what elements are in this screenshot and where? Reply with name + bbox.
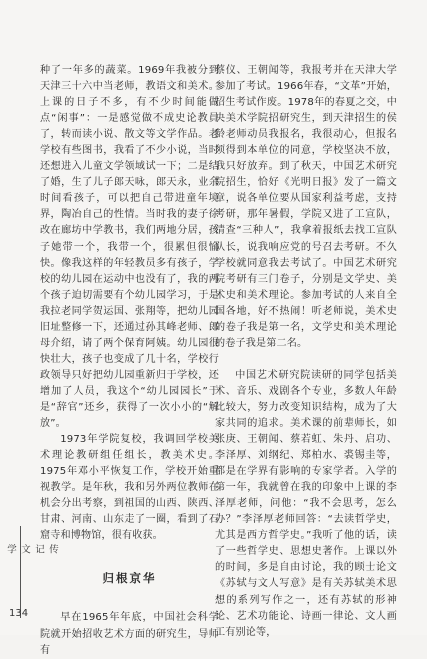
left-column (40, 63, 219, 659)
left-paragraph-2: 1973年学院复校，我调回学校美术理论教研组任组长，教美术史。1975年邓小平恢复工作，学校开始重视教学。是年秋，我和另外两位教师在机会分出考察，到祖国的山西、陕西、甘肃、河南、山东走了一圈，看到了石窟寺和博物馆，很有收获。 (40, 434, 219, 542)
side-tab-rule (20, 526, 21, 618)
left-paragraph-3: 早在1965年年底，中国社会科学院就开始招收艺术方面的研究生，导师有 (40, 612, 219, 656)
right-paragraph-1: 蔡仪、王朝闻等，我报考并在天津大学参加了考试。1966年春，“文革”开始，招生考试作废。1978年的春夏之交，中央美术学院招研究生，到天津招生的侯龄老师动员我报名，我很动心，但报名须得到本单位的同意，学校坚决不放，我只好放弃。到了秋天，中国艺术研究院招生，恰好《光明日报》发了一篇文章，说各单位要从国家利益考虑，支持考研，那年暑假，学院又进了工宣队，清查“三种人”，我拿着报纸去找工宣队队长，说我响应党的号召去考研。不久学校就同意我去考试了。中国艺术研究院考研有三门卷子，分别是文学史、美术史和美术理论。参加考试的人来自全国各地，好不热闹！听老师说，美术史的卷子我是第一名，文学史和美术理论的卷子我是第二名。 (215, 65, 397, 349)
page-number: 134 (9, 608, 29, 619)
right-column (215, 63, 397, 641)
section-heading: 归根京华 (102, 571, 157, 586)
side-tab-label: 传记文学 (5, 544, 58, 555)
right-paragraph-2: 中国艺术研究院读研的同学包括美术、音乐、戏剧各个专业，多数人年龄比较大，努力改变知识结构，成为了大家共同的追求。美术课的前辈师长，如张庚、王朝闻、蔡若虹、朱丹、启功、李泽厚、刘纲纪、郑柏水、裘锡圭等，都是在学界有影响的专家学者。入学的第一年，我就曾在我的印象中上课的李泽厚老师，问他：“我不会思考，怎么办？”李泽厚老师回答：“去读哲学史，尤其是西方哲学史。”我听了他的话，读了一些哲学史、思想史著作。上课以外的时间，多是自由讨论，我的顾士论文《苏轼与文人写意》是有关苏轼美术思想的系列写作之一，还有苏轼的形神论、艺术功能论、诗画一律论、文人画工有别论等， (215, 369, 397, 638)
paragraph-gap (215, 352, 397, 368)
left-paragraph-1: 种了一年多的蔬菜。1969年我被分到天津三十六中当老师，教语文和美术。上课的日子不多，有不少时间能做点“闲事”：一是感觉做不成史论教員了，转而读小说、散文等文学作品。老学校有些图书，我看了不少小说，当时还想进入儿童文学领域试一下；二是结了婚，生了儿子郎天咏，郎天永，业余时间看孩子，可以把自己带进童年境界，陶冶自己的性情。当时我的妻子徐改在廊坊中学教书，我们两地分居，孩子她带一个，我带一个，很累但很愉快。像我这样的年轻教员多有孩子，学校的幼儿园在运动中也没有了，我的两个孩子迫切需要有个幼儿园学习，于是我拉老同学贺运国、张翔等，把幼儿园旧址整修一下，还通过孙其峰老师、郎母介绍，请了两个保育阿姨。幼儿园很快壮大，孩子也变成了几十名，学校行政领导只好把幼儿园重新归于学校，还增加了人员，我这个“幼儿园园长”于是“辞官”还乡，获得了一次小小的“解放”。 (40, 65, 219, 430)
